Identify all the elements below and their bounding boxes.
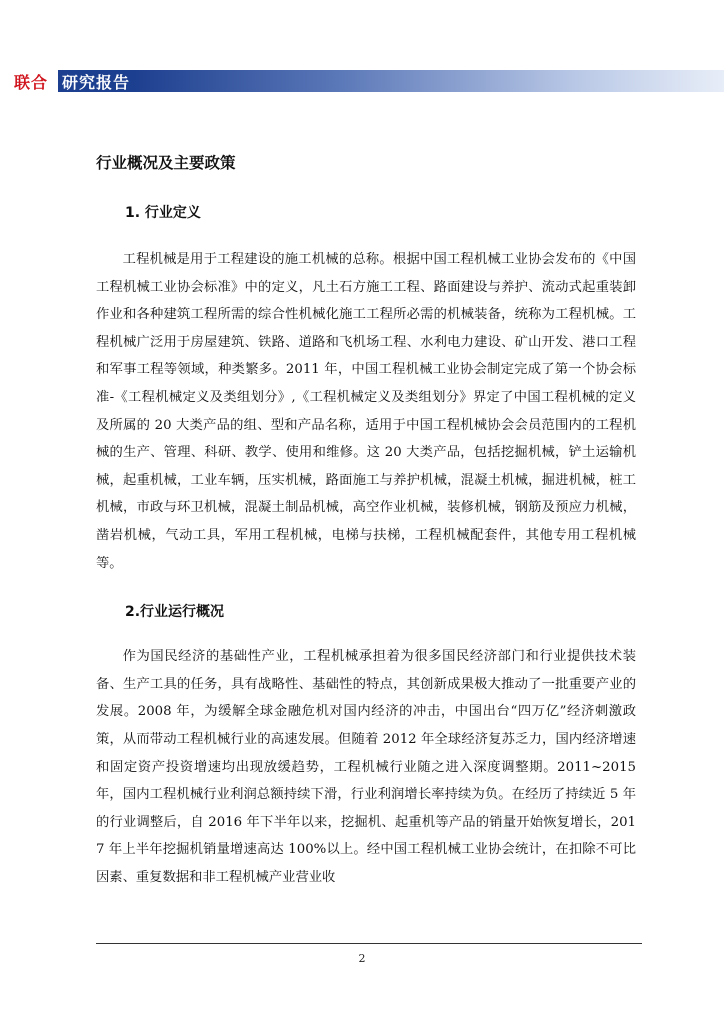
- subsection-title-definition: 1. 行业定义: [125, 205, 201, 221]
- brand-name-red: 联合: [0, 70, 58, 92]
- footer-divider: [96, 943, 642, 944]
- header-gradient-strip: [134, 70, 724, 92]
- section-title: 行业概况及主要政策: [96, 154, 236, 172]
- paragraph-definition: 工程机械是用于工程建设的施工机械的总称。根据中国工程机械工业协会发布的《中国工程机械工业协会标准》中的定义，凡土石方施工工程、路面建设与养护、流动式起重装卸作业和各种建筑工程所需的综合性机械化施工工程所必需的机械装备，统称为工程机械。工程机械广泛用于房屋建筑、铁路、道路和飞机场工程、水利电力建设、矿山开发、港口工程和军事工程等领域，种类繁多。2011 年，中国工程机械工业协会制定完成了第一个协会标准-《工程机械定义及类组划分》,《工程机械定义及类组划分》界定了中国工程机械的定义及所属的 20 大类产品的组、型和产品名称，适用于中国工程机械协会会员范围内的工程机械的生产、管理、科研、教学、使用和维修。这 20 大类产品，包括挖掘机械，铲土运输机械，起重机械，工业车辆，压实机械，路面施工与养护机械，混凝土机械，掘进机械，桩工机械，市政与环卫机械，混凝土制品机械，高空作业机械，装修机械，钢筋及预应力机械，凿岩机械，气动工具，军用工程机械，电梯与扶梯，工程机械配套件，其他专用工程机械等。: [96, 252, 636, 571]
- brand-label-blue: 研究报告: [58, 70, 134, 92]
- subsection-title-operation: 2.行业运行概况: [125, 604, 225, 621]
- report-header-bar: [0, 70, 724, 92]
- document-body: [96, 148, 636, 891]
- page-number: 2: [358, 952, 366, 965]
- paragraph-operation: 作为国民经济的基础性产业，工程机械承担着为很多国民经济部门和行业提供技术装备、生产工具的任务，具有战略性、基础性的特点，其创新成果极大推动了一批重要产业的发展。2008 年，为缓解全球金融危机对国内经济的冲击，中国出台“四万亿”经济刺激政策，从而带动工程机械行业的高速发展。但随着 2012 年全球经济复苏乏力，国内经济增速和固定资产投资增速均出现放缓趋势，工程机械行业随之进入深度调整期。2011~2015 年，国内工程机械行业利润总额持续下滑，行业利润增长率持续为负。在经历了持续近 5 年的行业调整后，自 2016 年下半年以来，挖掘机、起重机等产品的销量开始恢复增长，2017 年上半年挖掘机销量增速高达 100%以上。经中国工程机械工业协会统计，在扣除不可比因素、重复数据和非工程机械产业营业收: [96, 649, 636, 885]
